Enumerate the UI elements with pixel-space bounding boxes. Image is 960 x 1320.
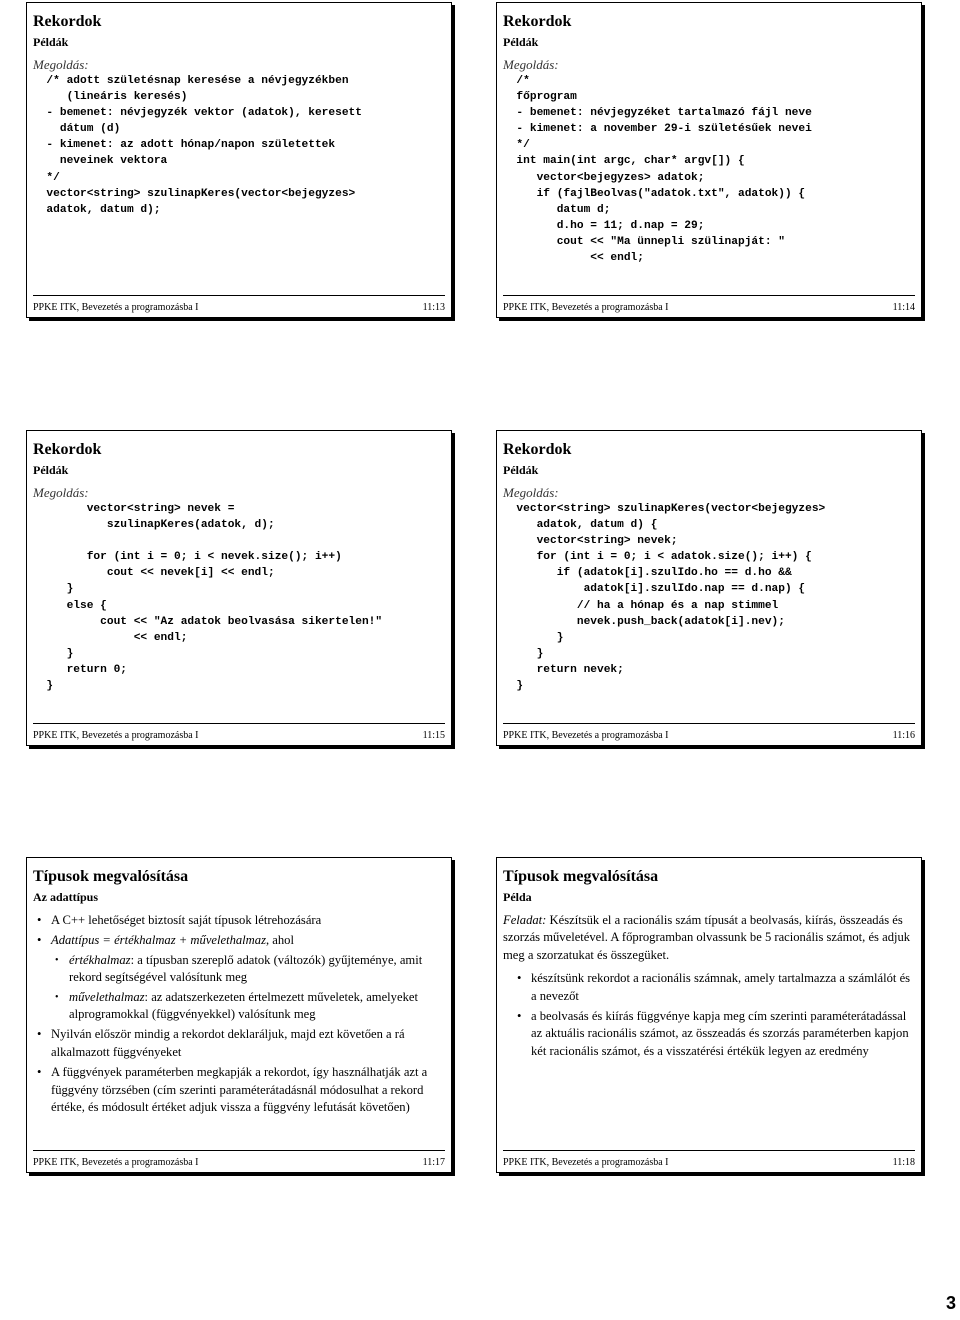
slide-11-14	[496, 2, 922, 318]
slide-number: 11:17	[422, 1157, 445, 1168]
slide-footer	[503, 1150, 915, 1168]
slide-subtitle: Az adattípus	[33, 890, 99, 904]
slide-footer	[33, 295, 445, 313]
slide-subtitle: Példa	[503, 890, 532, 904]
list-item: • Nyilván először mindig a rekordot deklaráljuk, majd ezt követően a rá alkalmazott függvényeket	[33, 1026, 445, 1061]
slide-footer	[503, 723, 915, 741]
list-item: • művelethalmaz: az adatszerkezeten értelmezett műveletek, amelyeket alprogramokkal (függvényekkel) valósítunk meg	[51, 989, 445, 1024]
slide-number: 11:13	[422, 302, 445, 313]
solution-label: Megoldás:	[33, 485, 89, 500]
slide-subtitle: Példák	[503, 35, 539, 49]
slide-title: Rekordok	[503, 441, 572, 458]
slide-number: 11:15	[422, 730, 445, 741]
slide-footer	[33, 723, 445, 741]
code-block: /* főprogram - bemenet: névjegyzéket tartalmazó fájl neve - kimenet: a november 29-i születésűek nevei */ int main(int argc, char* argv[]) { vector<bejegyzes> adatok; if (fajlBeolvas("adatok.txt", adatok)) { datum d; d.ho = 11; d.nap = 29; cout << "Ma ünnepli szülinapját: " << endl;	[516, 75, 812, 265]
list-item: • A C++ lehetőséget biztosít saját típusok létrehozására	[33, 912, 445, 929]
slide-footer	[33, 1150, 445, 1168]
slide-subtitle: Példák	[503, 463, 539, 477]
bullet-list	[513, 970, 915, 1060]
page-number: 3	[945, 1293, 956, 1313]
solution-label: Megoldás:	[503, 57, 559, 72]
list-item: • a beolvasás és kiírás függvénye kapja meg cím szerinti paraméterátadással az aktuális racionális számot, az összeadás és szorzás paraméterben kapjon két racionális számot, és a visszatérési értékük legyen az eredmény	[513, 1008, 915, 1060]
code-block: /* adott születésnap keresése a névjegyzékben (lineáris keresés) - bemenet: névjegyzék vektor (adatok), keresett dátum (d) - kimenet: az adott hónap/napon születettek neveinek vektora */ vector<string> szulinapKeres(vector<bejegyzes> adatok, datum d);	[46, 75, 362, 216]
code-block: vector<string> szulinapKeres(vector<bejegyzes> adatok, datum d) { vector<string> nevek; for (int i = 0; i < adatok.size(); i++) { if (adatok[i].szulIdo.ho == d.ho && adatok[i].szulIdo.nap == d.nap) { // ha a hónap és a nap stimmel nevek.push_back(adatok[i].nev); } } return nevek; }	[516, 503, 826, 693]
solution-label: Megoldás:	[503, 485, 559, 500]
slide-title: Rekordok	[503, 13, 572, 30]
slide-title: Rekordok	[33, 441, 102, 458]
solution-label: Megoldás:	[33, 57, 89, 72]
slide-title: Rekordok	[33, 13, 102, 30]
bullet-list	[33, 912, 445, 1116]
slide-number: 11:14	[892, 302, 915, 313]
definition-term: Adattípus = értékhalmaz + művelethalmaz	[51, 933, 266, 948]
footer-course: PPKE ITK, Bevezetés a programozásba I	[33, 302, 199, 313]
task-label: Feladat:	[503, 913, 547, 927]
footer-course: PPKE ITK, Bevezetés a programozásba I	[503, 302, 669, 313]
sub-bullet-list	[51, 952, 445, 1024]
slide-11-18	[496, 857, 922, 1173]
slide-number: 11:16	[892, 730, 915, 741]
slide-subtitle: Példák	[33, 35, 69, 49]
slide-title: Típusok megvalósítása	[503, 868, 659, 885]
slide-11-17	[26, 857, 452, 1173]
footer-course: PPKE ITK, Bevezetés a programozásba I	[503, 1157, 669, 1168]
slide-number: 11:18	[892, 1157, 915, 1168]
slide-footer	[503, 295, 915, 313]
list-item: • Adattípus = értékhalmaz + művelethalmaz, ahol • értékhalmaz: a típusban szereplő adatok (változók) gyűjteménye, amit rekord segítségével valósítunk meg • művelethalmaz: az adatszerkezeten értelmezett műveletek, amelyeket alprogramokkal (függvényekkel) valósítunk meg	[33, 932, 445, 1023]
code-block: vector<string> nevek = szulinapKeres(adatok, d); for (int i = 0; i < nevek.size(); i++) cout << nevek[i] << endl; } else { cout << "Az adatok beolvasása sikertelen!" << endl; } return 0; }	[46, 503, 383, 693]
slide-11-16	[496, 430, 922, 746]
footer-course: PPKE ITK, Bevezetés a programozásba I	[503, 730, 669, 741]
slide-11-15	[26, 430, 452, 746]
list-item: • értékhalmaz: a típusban szereplő adatok (változók) gyűjteménye, amit rekord segítségével valósítunk meg	[51, 952, 445, 987]
slide-subtitle: Példák	[33, 463, 69, 477]
list-item: • készítsünk rekordot a racionális számnak, amely tartalmazza a számlálót és a nevezőt	[513, 970, 915, 1005]
list-item: • A függvények paraméterben megkapják a rekordot, így használhatják azt a függvény törzsében (cím szerinti paraméterátadásnál módosulhat a rekord értéke, és módosult értéket adjuk vissza a függvény lefutását követően)	[33, 1064, 445, 1116]
slide-title: Típusok megvalósítása	[33, 868, 189, 885]
task-paragraph: Feladat: Készítsük el a racionális szám típusát a beolvasás, kiírás, összeadás és szorzás műveletével. A főprogramban olvassunk be 5 racionális számot, és adjuk meg a szorzatukat és összegüket.	[503, 913, 911, 962]
footer-course: PPKE ITK, Bevezetés a programozásba I	[33, 1157, 199, 1168]
slide-11-13	[26, 2, 452, 318]
footer-course: PPKE ITK, Bevezetés a programozásba I	[33, 730, 199, 741]
